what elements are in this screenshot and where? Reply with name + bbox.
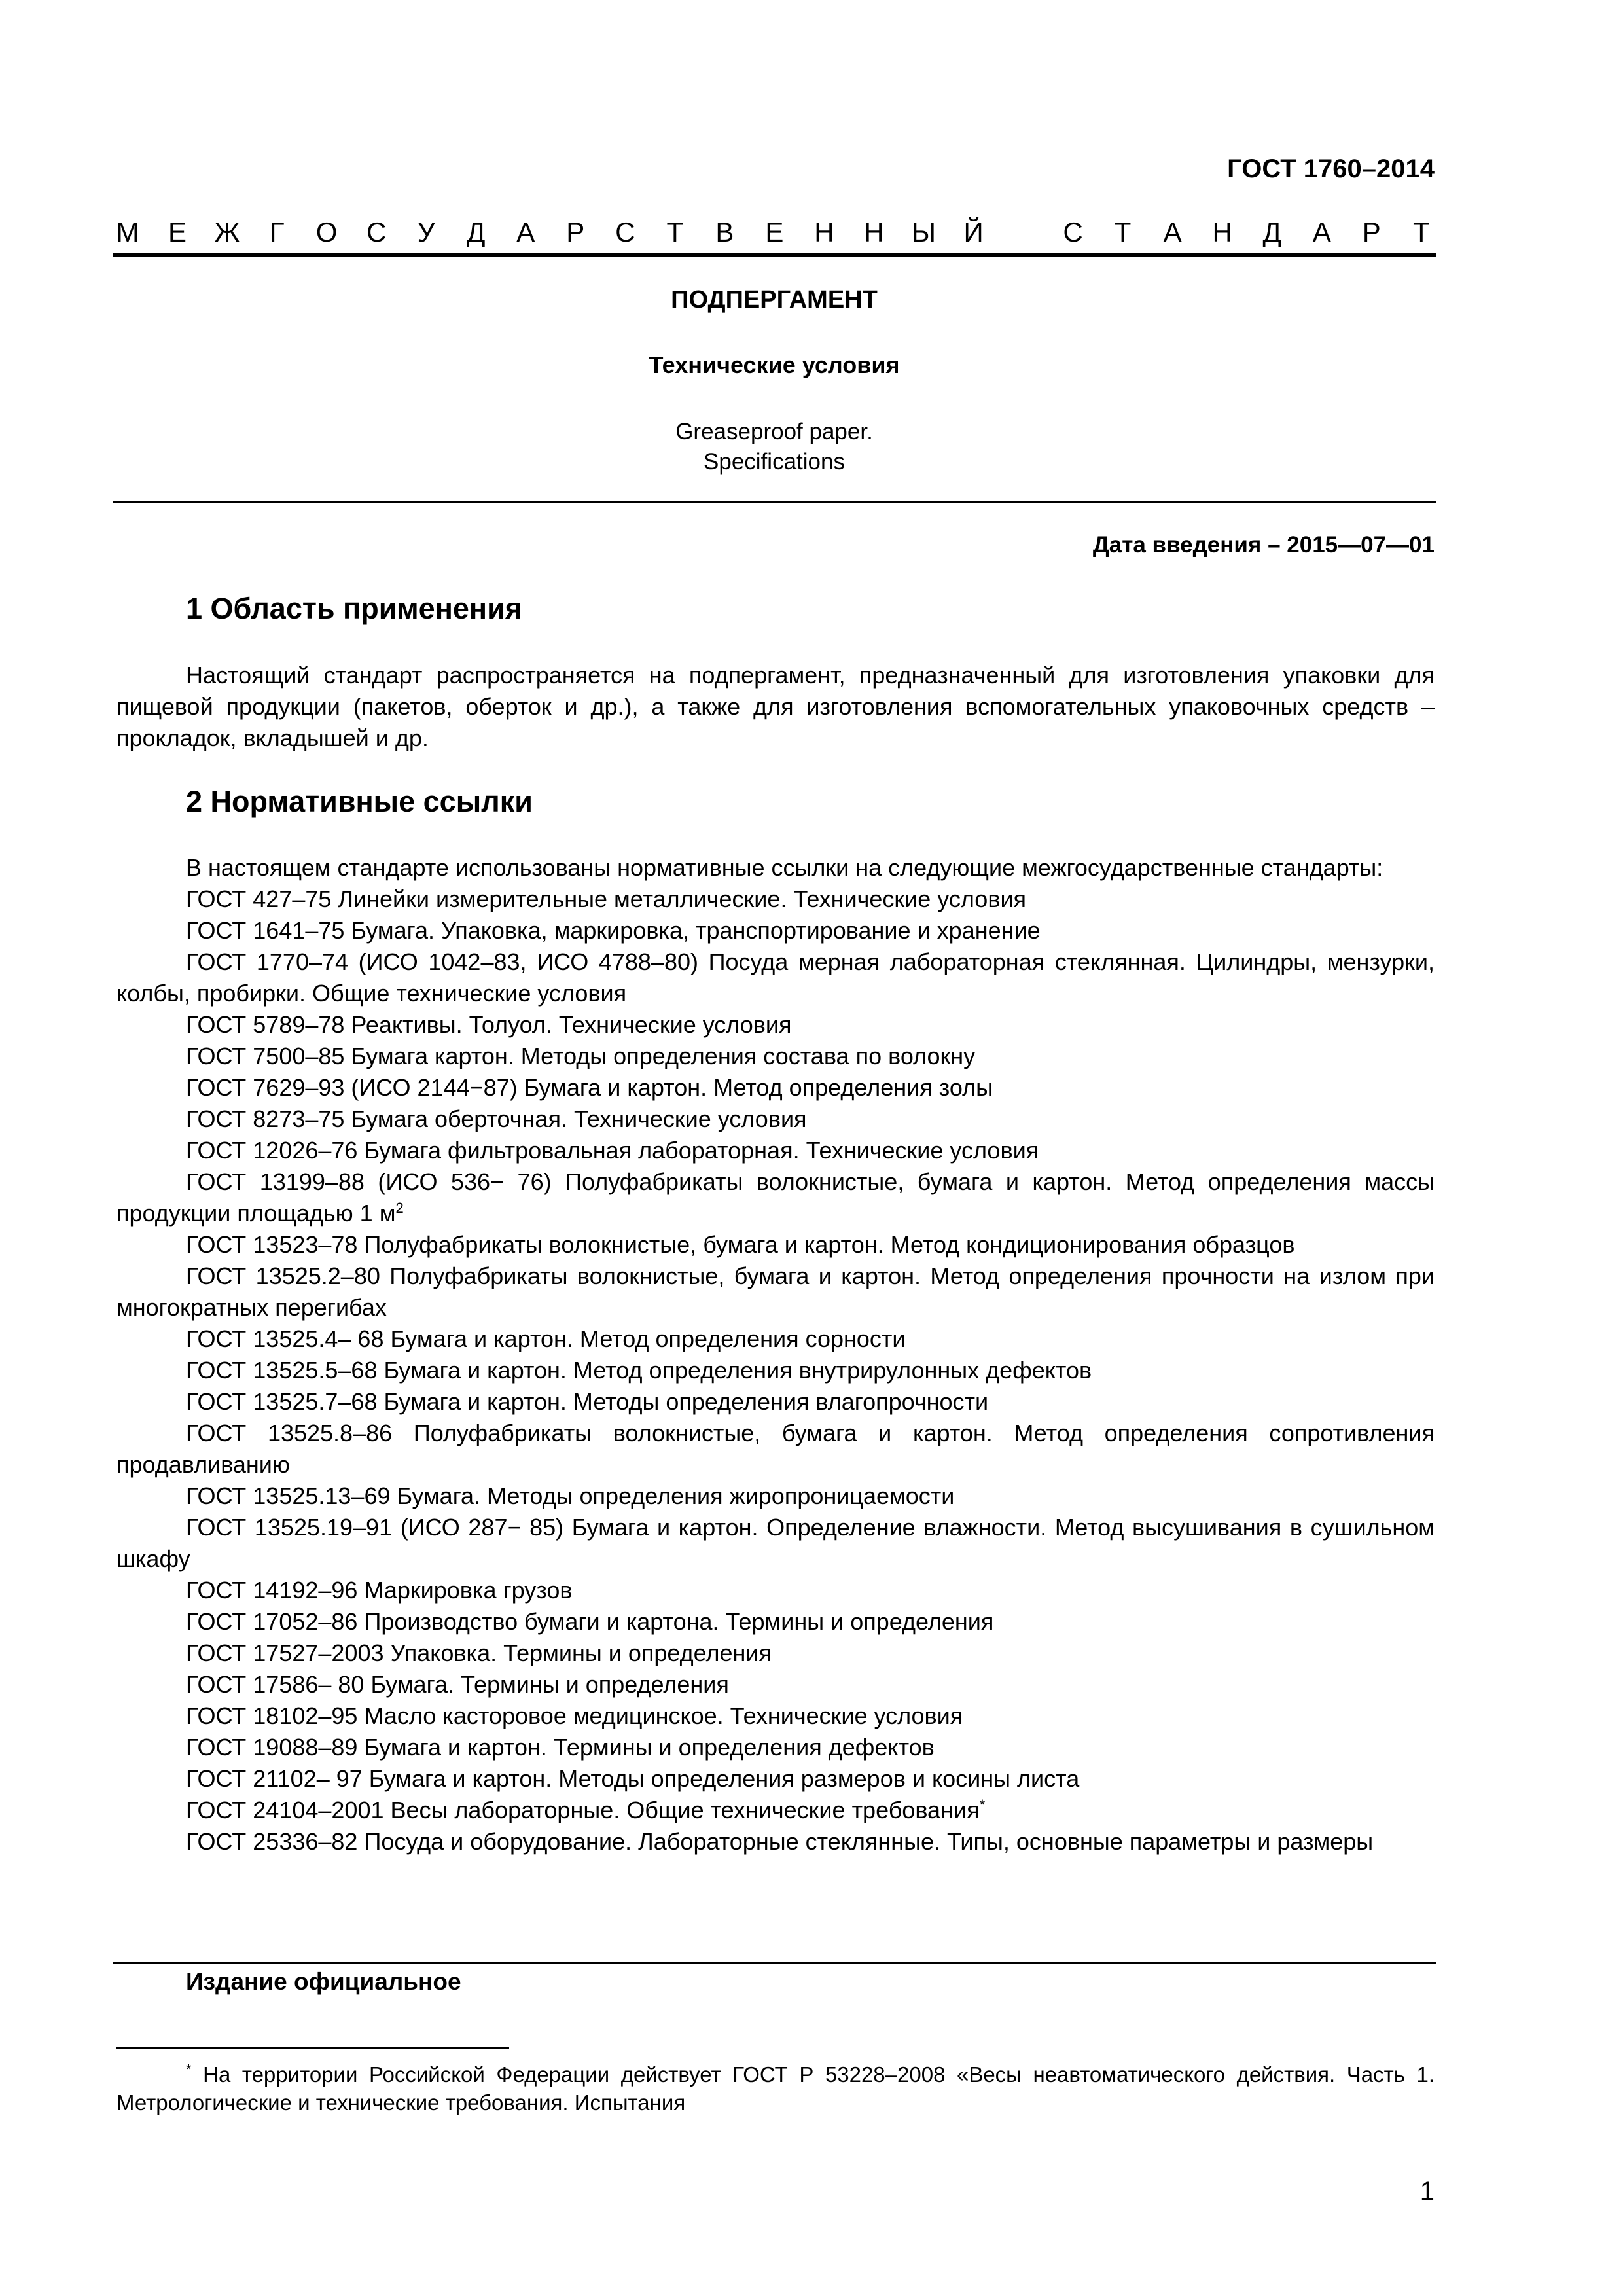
reference-item: ГОСТ 17052–86 Производство бумаги и картона. Термины и определения — [186, 1608, 994, 1635]
footnote — [116, 2060, 1435, 2117]
banner-letter: А — [516, 217, 535, 247]
footnote-marker: * — [979, 1797, 986, 1813]
banner-letter: Ж — [214, 217, 240, 247]
reference-item: ГОСТ 5789–78 Реактивы. Толуол. Технические условия — [186, 1011, 792, 1038]
reference-text: ГОСТ 24104–2001 Весы лабораторные. Общие технические требования — [186, 1797, 980, 1823]
banner-letter: Р — [566, 217, 585, 247]
reference-item: ГОСТ 7629–93 (ИСО 2144−87) Бумага и картон. Метод определения золы — [186, 1074, 993, 1101]
reference-item: ГОСТ 21102– 97 Бумага и картон. Методы определения размеров и косины листа — [186, 1765, 1080, 1792]
banner-letter: Т — [1412, 217, 1430, 247]
references-intro: В настоящем стандарте использованы нормативные ссылки на следующие межгосударственные стандарты: — [186, 854, 1383, 881]
banner-letter: Т — [1114, 217, 1132, 247]
reference-item: ГОСТ 13525.8–86 Полуфабрикаты волокнистые, бумага и картон. Метод определения сопротивления продавливанию — [116, 1420, 1435, 1478]
banner-letter: Н — [864, 217, 884, 247]
banner-letter: У — [417, 217, 435, 247]
document-code: ГОСТ 1760–2014 — [1227, 154, 1435, 183]
reference-item — [116, 1795, 1435, 1826]
page-number: 1 — [1419, 2177, 1435, 2206]
banner-letter: С — [615, 217, 635, 247]
banner-letter: Р — [1362, 217, 1381, 247]
banner-letter: Д — [466, 217, 486, 247]
banner-letter: Е — [765, 217, 784, 247]
reference-item: ГОСТ 17586– 80 Бумага. Термины и определения — [186, 1671, 729, 1698]
footnote-mark: * — [186, 2061, 192, 2077]
banner-letter: С — [366, 217, 387, 247]
banner-letter: Ы — [911, 217, 936, 247]
reference-item: ГОСТ 13525.4– 68 Бумага и картон. Метод определения сорности — [186, 1325, 906, 1352]
banner-letter: Й — [963, 217, 984, 247]
reference-item: ГОСТ 25336–82 Посуда и оборудование. Лабораторные стеклянные. Типы, основные параметры и размеры — [186, 1828, 1374, 1855]
reference-item — [116, 1166, 1435, 1229]
reference-item: ГОСТ 1770–74 (ИСО 1042–83, ИСО 4788–80) Посуда мерная лабораторная стеклянная. Цилиндры, мензурки, колбы, пробирки. Общие технические условия — [116, 948, 1435, 1007]
section-1-text: Настоящий стандарт распространяется на подпергамент, предназначенный для изготовления упаковки для пищевой продукции (пакетов, оберток и др.), а также для изготовления вспомогательных упаковочных средств – прокладок, вкладышей и др. — [116, 662, 1435, 751]
footnote-text: На территории Российской Федерации действует ГОСТ Р 53228–2008 «Весы неавтоматического действия. Часть 1. Метрологические и технические требования. Испытания — [116, 2062, 1435, 2115]
reference-item: ГОСТ 14192–96 Маркировка грузов — [186, 1577, 573, 1604]
banner-letter: Н — [814, 217, 834, 247]
reference-text: ГОСТ 13199–88 (ИСО 536− 76) Полуфабрикаты волокнистые, бумага и картон. Метод определения массы продукции площадью 1 м — [116, 1168, 1435, 1227]
official-edition-label: Издание официальное — [186, 1968, 461, 1995]
reference-item: ГОСТ 13525.13–69 Бумага. Методы определения жиропроницаемости — [186, 1482, 955, 1509]
reference-item: ГОСТ 12026–76 Бумага фильтровальная лабораторная. Технические условия — [186, 1137, 1039, 1164]
normative-references — [116, 852, 1435, 1857]
reference-item: ГОСТ 1641–75 Бумага. Упаковка, маркировка, транспортирование и хранение — [186, 917, 1041, 944]
section-1-heading: 1 Область применения — [186, 592, 523, 625]
reference-item: ГОСТ 13525.7–68 Бумага и картон. Методы определения влагопрочности — [186, 1388, 989, 1415]
introduction-date: Дата введения – 2015—07—01 — [1092, 532, 1435, 558]
superscript-m2: 2 — [395, 1200, 404, 1216]
header-rule — [113, 253, 1436, 257]
banner-letter: О — [315, 217, 338, 247]
reference-item: ГОСТ 17527–2003 Упаковка. Термины и определения — [186, 1640, 772, 1666]
reference-item: ГОСТ 7500–85 Бумага картон. Методы определения состава по волокну — [186, 1043, 976, 1069]
reference-item: ГОСТ 19088–89 Бумага и картон. Термины и определения дефектов — [186, 1734, 935, 1761]
reference-item: ГОСТ 18102–95 Масло касторовое медицинское. Технические условия — [186, 1702, 963, 1729]
footnote-separator — [116, 2047, 509, 2049]
banner-letter: А — [1312, 217, 1331, 247]
banner-letter: Д — [1262, 217, 1281, 247]
banner-letter: Е — [168, 217, 187, 247]
banner-letter: А — [1163, 217, 1182, 247]
banner-letter: Т — [666, 217, 684, 247]
reference-item: ГОСТ 427–75 Линейки измерительные металлические. Технические условия — [186, 886, 1027, 912]
reference-item: ГОСТ 13525.2–80 Полуфабрикаты волокнистые, бумага и картон. Метод определения прочности на излом при многократных перегибах — [116, 1263, 1435, 1321]
reference-item: ГОСТ 8273–75 Бумага оберточная. Технические условия — [186, 1105, 807, 1132]
english-title — [113, 417, 1436, 477]
banner-letter: Н — [1212, 217, 1232, 247]
english-title-line-1: Greaseproof paper. — [675, 419, 873, 444]
banner-letter: М — [116, 217, 139, 247]
document-subtitle: Технические условия — [649, 351, 900, 378]
banner-letter: Г — [269, 217, 285, 247]
reference-item: ГОСТ 13525.5–68 Бумага и картон. Метод определения внутрирулонных дефектов — [186, 1357, 1092, 1384]
banner-letter: С — [1063, 217, 1083, 247]
body-end-rule — [113, 1962, 1436, 1964]
banner-letter: В — [715, 217, 734, 247]
english-title-line-2: Specifications — [704, 449, 845, 475]
document-title: ПОДПЕРГАМЕНТ — [671, 286, 878, 314]
interstate-standard-banner — [115, 209, 1435, 255]
title-rule — [113, 501, 1436, 503]
reference-item: ГОСТ 13523–78 Полуфабрикаты волокнистые, бумага и картон. Метод кондиционирования образцов — [186, 1231, 1295, 1258]
section-2-heading: 2 Нормативные ссылки — [186, 785, 533, 818]
reference-item: ГОСТ 13525.19–91 (ИСО 287− 85) Бумага и картон. Определение влажности. Метод высушивания в сушильном шкафу — [116, 1514, 1435, 1572]
